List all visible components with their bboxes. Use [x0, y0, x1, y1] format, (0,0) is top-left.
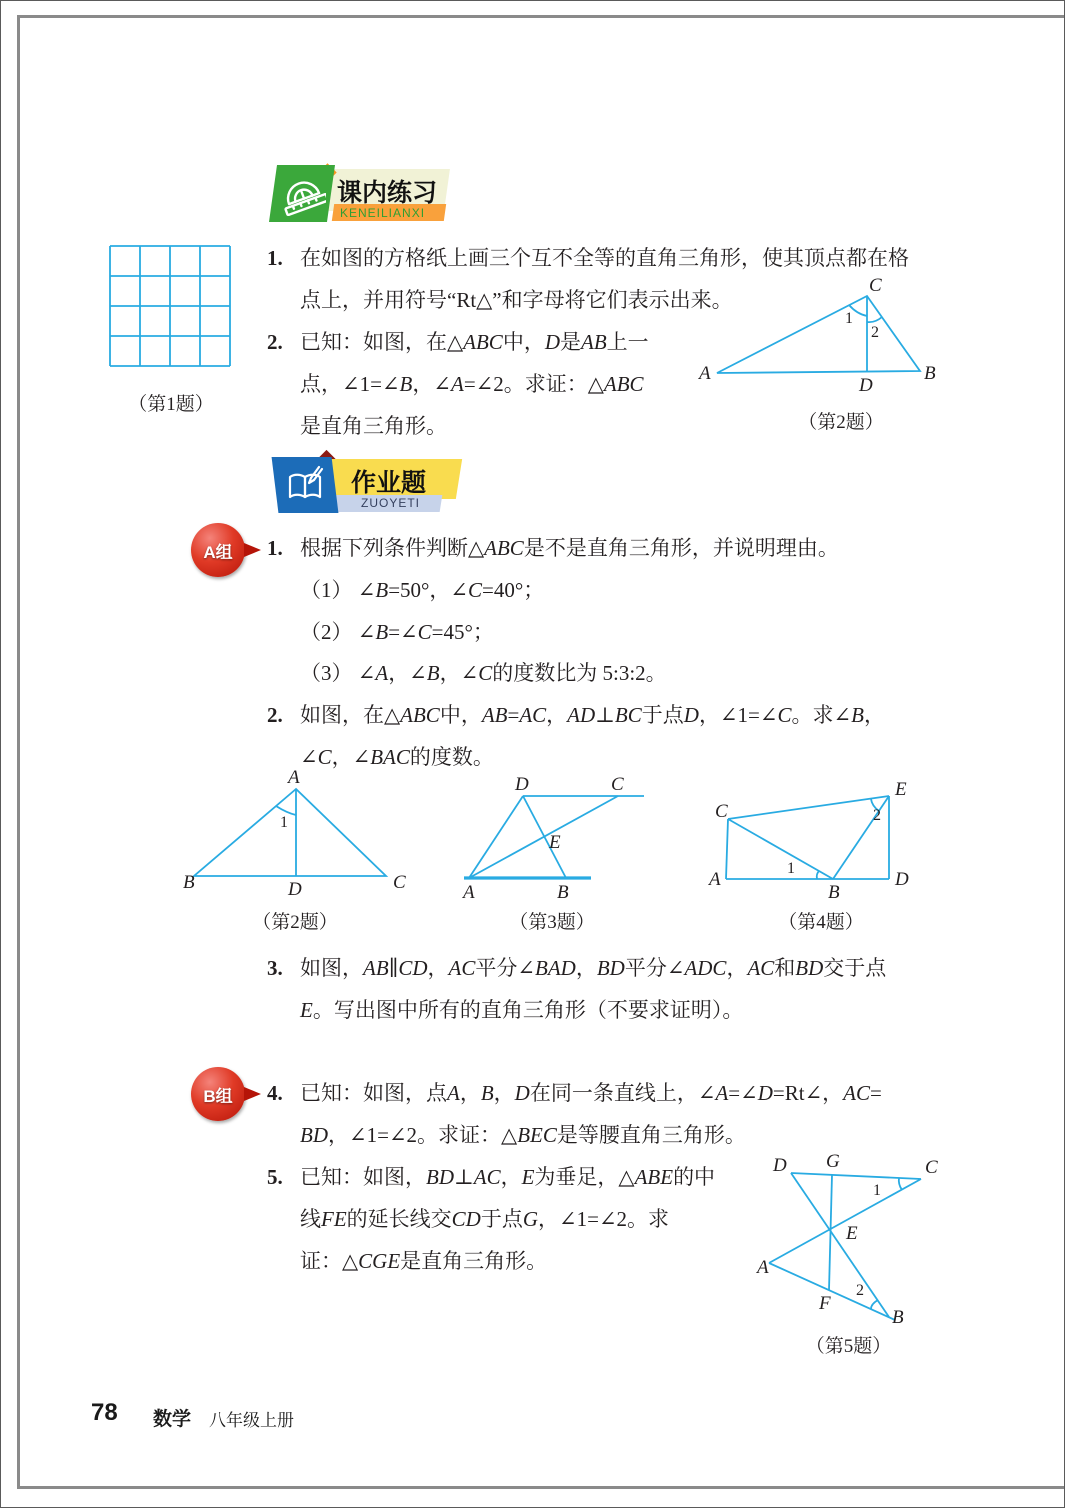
hw-a3-line2: E。写出图中所有的直角三角形（不要求证明）。 [300, 998, 744, 1022]
homework-section-subtitle: ZUOYETI [361, 496, 421, 510]
homework-section-badge [273, 453, 473, 519]
hw-a1-number: 1. [267, 536, 283, 560]
footer-subject: 数学 [153, 1409, 192, 1430]
hw-a1-item3: （3） ∠A，∠B，∠C的度数比为 5:3:2。 [300, 661, 667, 685]
label-angle2: 2 [873, 807, 881, 824]
label-A: A [463, 882, 475, 903]
hw-b5-number: 5. [267, 1165, 283, 1189]
practice-p1-line1: 在如图的方格纸上画三个互不全等的直角三角形，使其顶点都在格 [300, 246, 909, 270]
label-F: F [819, 1293, 831, 1314]
label-A: A [757, 1257, 769, 1278]
hw-b5-line2: 线FE的延长线交CD于点G，∠1=∠2。求 [300, 1207, 670, 1231]
hw-p5-figure-caption: （第5题） [805, 1336, 892, 1357]
page-border-bottom [17, 1486, 1065, 1489]
practice-p2-figure-caption: （第2题） [798, 412, 884, 433]
label-E: E [846, 1223, 858, 1244]
hw-a1-item2: （2） ∠B=∠C=45°； [300, 620, 494, 644]
label-G: G [826, 1151, 840, 1172]
label-D: D [859, 375, 873, 396]
label-C: C [715, 801, 728, 822]
label-B: B [892, 1307, 904, 1328]
hw-b4-number: 4. [267, 1081, 283, 1105]
label-C: C [869, 277, 882, 296]
practice-p2-line1: 已知：如图，在△ABC中，D是AB上一 [300, 330, 649, 354]
hw-a1-line1: 根据下列条件判断△ABC是不是直角三角形，并说明理由。 [300, 536, 839, 560]
hw-b4-line1: 已知：如图，点A，B，D在同一条直线上，∠A=∠D=Rt∠，AC= [300, 1081, 882, 1105]
practice-p2-number: 2. [267, 330, 283, 354]
hw-p2-figure [181, 769, 406, 904]
hw-a2-line1: 如图，在△ABC中，AB=AC，AD⊥BC于点D，∠1=∠C。求∠B， [300, 703, 885, 727]
hw-b4-line2: BD，∠1=∠2。求证：△BEC是等腰直角三角形。 [300, 1123, 746, 1147]
hw-a3-line1: 如图，AB∥CD，AC平分∠BAD，BD平分∠ADC，AC和BD交于点 [300, 956, 887, 980]
hw-a3-number: 3. [267, 956, 283, 980]
group-b-label: B组 [203, 1086, 233, 1106]
label-C: C [925, 1157, 938, 1178]
label-B: B [183, 872, 195, 893]
page-number: 78 [91, 1399, 118, 1426]
hw-p4-figure [701, 773, 926, 905]
practice-section-badge [269, 164, 469, 230]
label-E: E [549, 832, 561, 853]
protractor-icon [278, 170, 326, 221]
practice-p1-number: 1. [267, 246, 283, 270]
group-a-badge [191, 523, 245, 577]
page-border-top [17, 15, 1065, 18]
label-E: E [895, 779, 907, 800]
label-D: D [288, 879, 302, 900]
label-B: B [557, 882, 569, 903]
hw-b5-line3: 证：△CGE是直角三角形。 [300, 1249, 548, 1273]
label-D: D [895, 869, 909, 890]
label-angle1: 1 [873, 1182, 881, 1199]
group-a-label: A组 [203, 542, 233, 562]
label-A: A [288, 769, 300, 788]
practice-p2-figure [693, 277, 943, 407]
hw-p4-figure-caption: （第4题） [778, 912, 864, 933]
group-b-badge [191, 1067, 245, 1121]
grid-figure-caption: （第1题） [128, 394, 214, 415]
label-A: A [709, 869, 721, 890]
label-C: C [611, 774, 624, 795]
label-D: D [515, 774, 529, 795]
label-A: A [699, 363, 711, 384]
label-B: B [828, 882, 840, 903]
hw-b5-line1: 已知：如图，BD⊥AC，E为垂足，△ABE的中 [300, 1165, 716, 1189]
hw-a2-number: 2. [267, 703, 283, 727]
practice-p2-line3: 是直角三角形。 [300, 414, 447, 438]
label-angle2: 2 [871, 324, 879, 341]
hw-p2-figure-caption: （第2题） [252, 912, 338, 933]
label-angle2: 2 [856, 1282, 864, 1299]
page-border-left [17, 15, 20, 1489]
hw-p3-figure-caption: （第3题） [509, 912, 595, 933]
label-angle1: 1 [845, 310, 853, 327]
hw-p3-figure [451, 774, 661, 906]
label-angle1: 1 [787, 860, 795, 877]
label-C: C [393, 872, 406, 893]
hw-a1-item1: （1） ∠B=50°，∠C=40°； [300, 578, 545, 602]
practice-section-subtitle: KENEILIANXI [340, 206, 426, 220]
practice-p1-line2: 点上，并用符号“Rt△”和字母将它们表示出来。 [300, 288, 733, 312]
footer-volume: 八年级上册 [209, 1411, 294, 1430]
grid-figure [109, 245, 231, 367]
hw-a2-line2: ∠C，∠BAC的度数。 [300, 745, 494, 769]
practice-section-title: 课内练习 [337, 179, 438, 207]
label-B: B [924, 363, 936, 384]
hw-p5-figure [749, 1143, 959, 1331]
book-pencil-icon [284, 465, 328, 510]
practice-p2-line2: 点，∠1=∠B，∠A=∠2。求证：△ABC [300, 372, 644, 396]
homework-section-title: 作业题 [351, 469, 427, 497]
label-D: D [773, 1155, 787, 1176]
label-angle1: 1 [280, 814, 288, 831]
